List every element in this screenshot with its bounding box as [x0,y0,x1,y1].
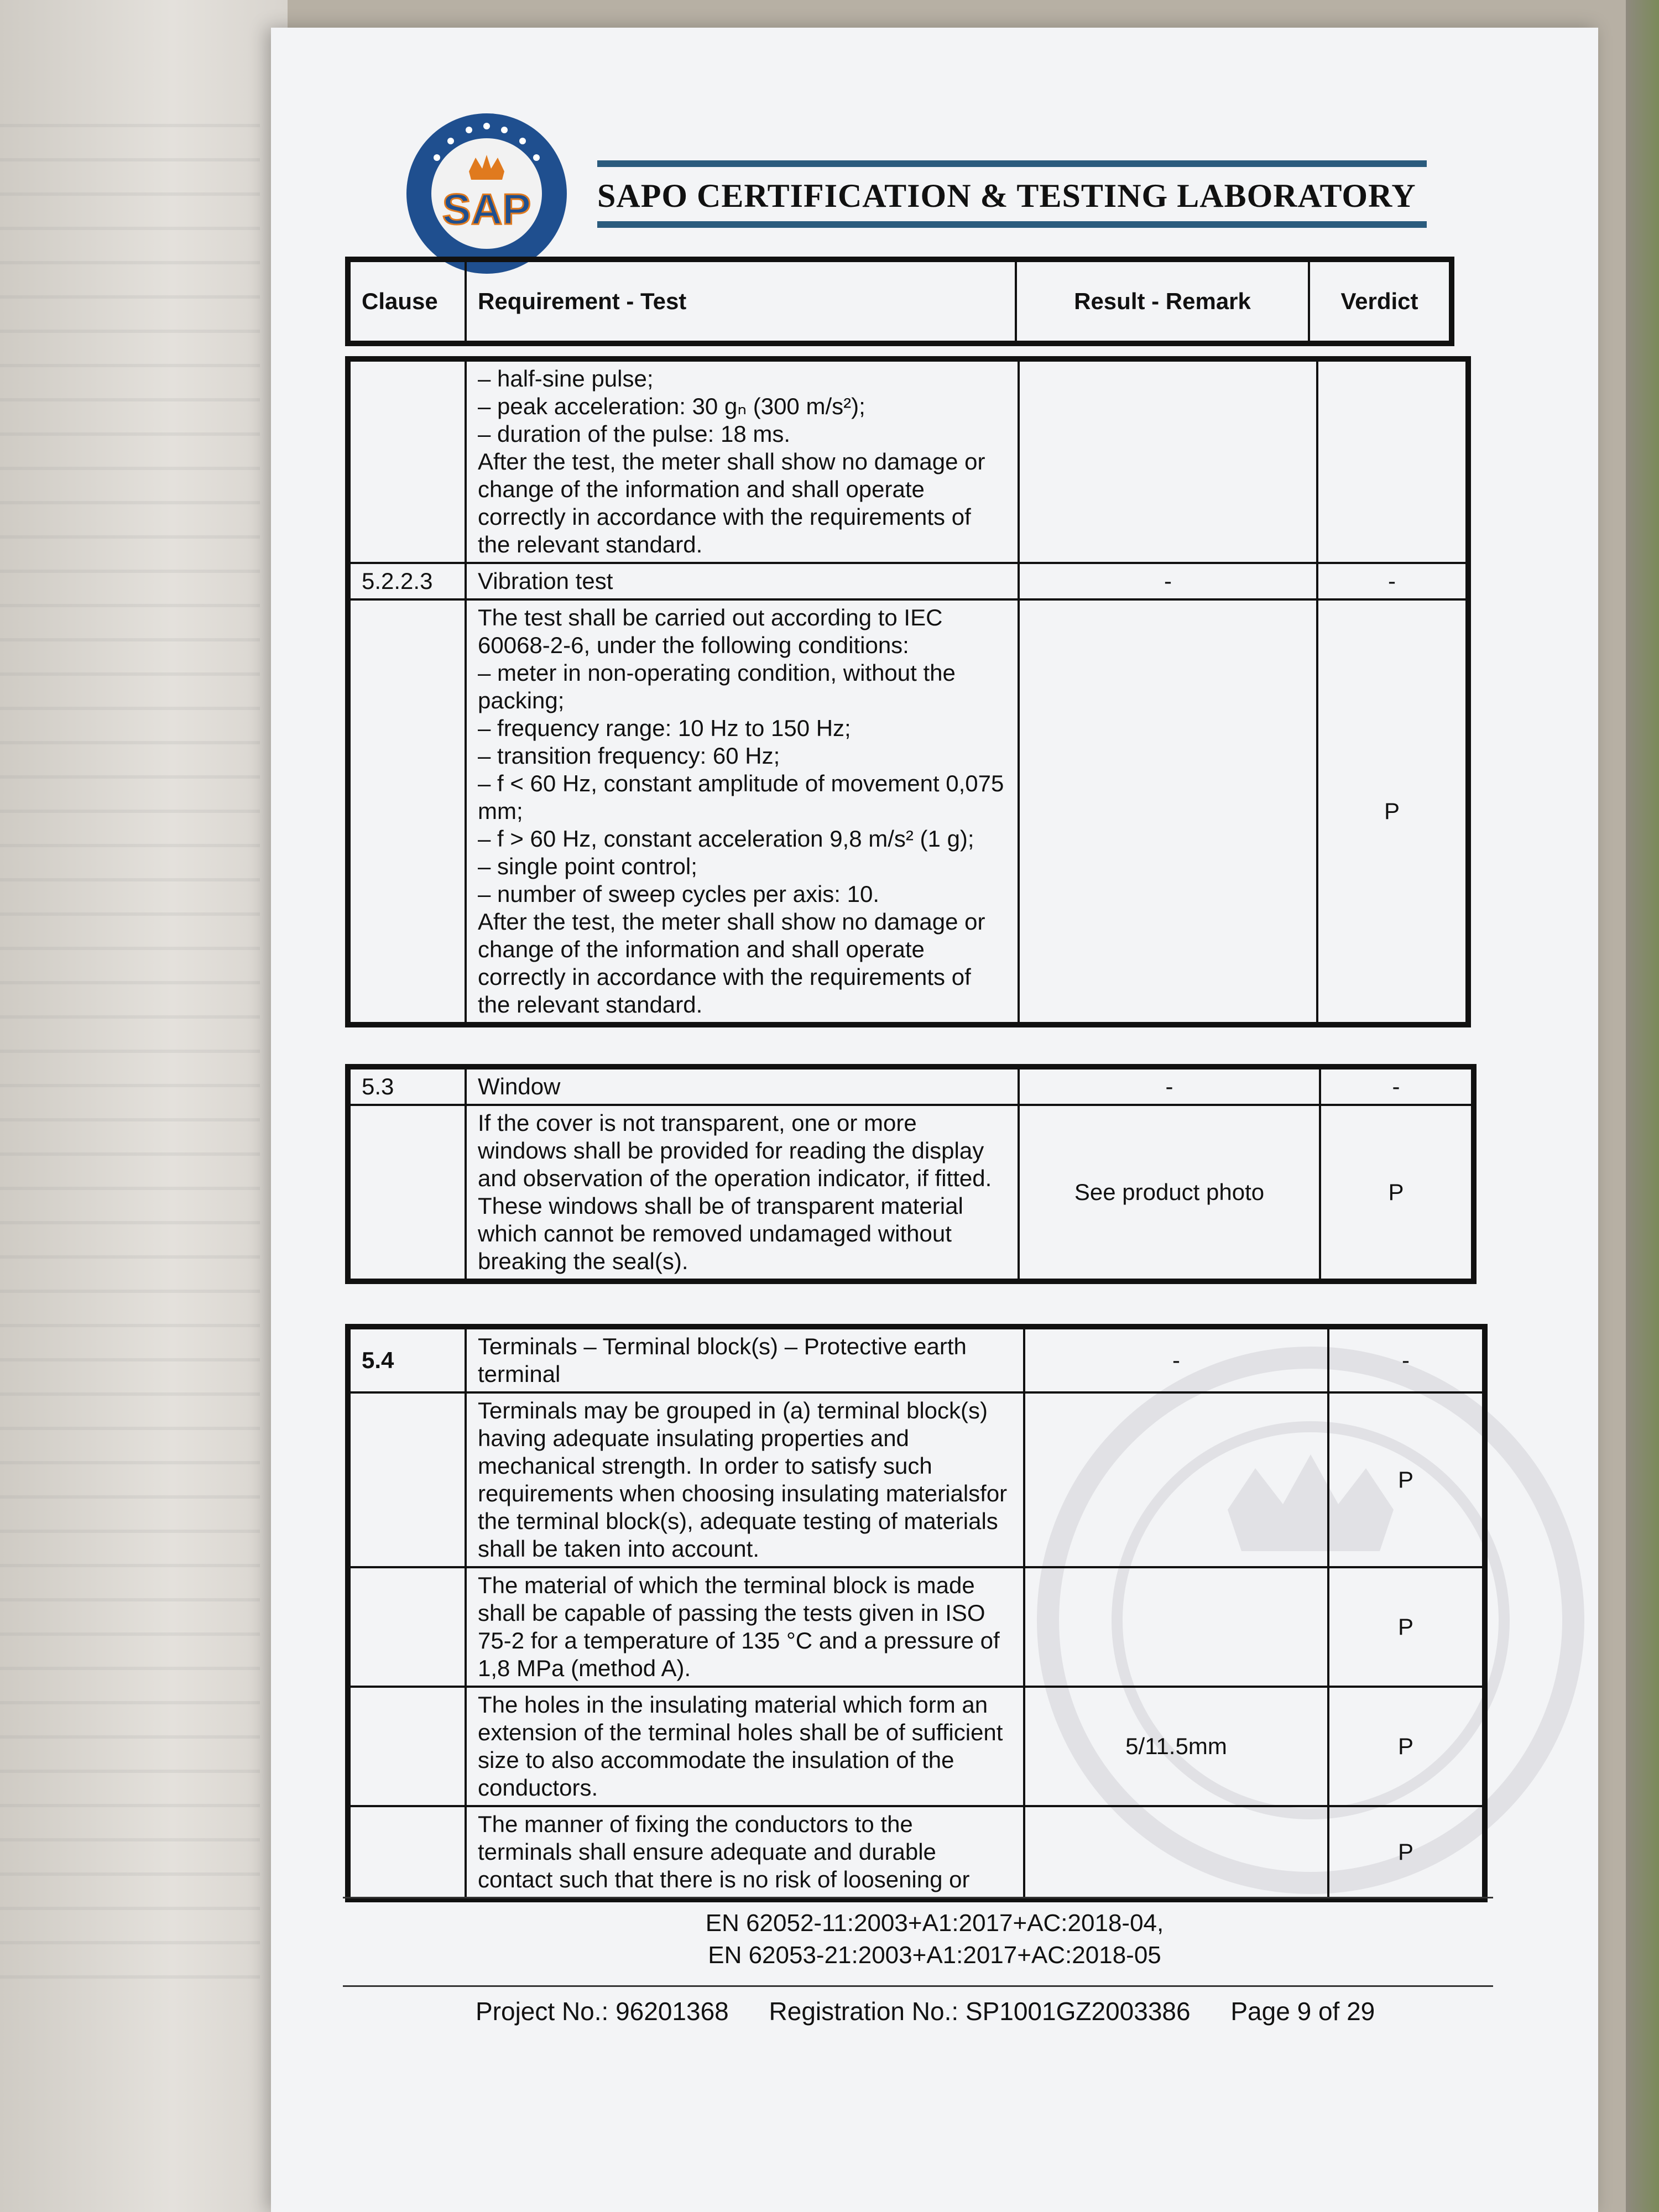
verdict-cell: - [1328,1328,1483,1392]
list-item: – f > 60 Hz, constant acceleration 9,8 m/s² (1 g); [478,826,974,852]
bleed-through-text [0,100,260,1980]
verdict-cell: P [1320,1105,1472,1280]
result-cell: - [1019,563,1317,599]
footer-rule-bottom [343,1985,1493,1987]
background-book-page [0,0,288,2212]
list-item: The test shall be carried out according to IEC 60068-2-6, under the following conditions: [478,604,943,658]
list-item: – number of sweep cycles per axis: 10. [478,881,880,907]
requirement-cell: The manner of fixing the conductors to the terminals shall ensure adequate and durable contact such that there is no risk of loosening or [466,1806,1024,1898]
verdict-cell: P [1328,1392,1483,1567]
list-item: – frequency range: 10 Hz to 150 Hz; [478,715,851,741]
clause-cell [349,1806,466,1898]
registration-number: Registration No.: SP1001GZ2003386 [769,1997,1191,2026]
table-row [349,361,1467,563]
requirement-cell [466,599,1019,1023]
list-item: – peak acceleration: 30 gₙ (300 m/s²); [478,393,865,419]
result-cell: - [1024,1328,1328,1392]
clause-cell [349,599,466,1023]
standard-line-1: EN 62052-11:2003+A1:2017+AC:2018-04, [705,1910,1164,1937]
header-rule-top [597,160,1427,167]
table-section-window [348,1067,1473,1281]
verdict-cell: P [1328,1567,1483,1687]
clause-cell: 5.4 [349,1328,466,1392]
table-row [349,599,1467,1023]
list-item: – transition frequency: 60 Hz; [478,743,780,769]
result-cell [1024,1806,1328,1898]
table-row [349,1806,1483,1898]
table-row [349,563,1467,599]
result-cell [1019,599,1317,1023]
list-item: – half-sine pulse; [478,366,654,392]
list-item: – single point control; [478,853,697,879]
verdict-header: Verdict [1309,261,1450,342]
table-row [349,1687,1483,1806]
list-item: – f < 60 Hz, constant amplitude of movement 0,075 mm; [478,770,1004,824]
lab-name: SAPO CERTIFICATION & TESTING LABORATORY [597,178,1416,214]
footer-info [476,1996,1408,2026]
clause-cell: 5.2.2.3 [349,563,466,599]
table-row [349,1567,1483,1687]
clause-cell: 5.3 [349,1068,466,1105]
requirement-header: Requirement - Test [466,261,1016,342]
result-cell [1024,1567,1328,1687]
requirement-title: Window [466,1068,1019,1105]
result-cell: See product photo [1019,1105,1320,1280]
table-surface [1626,0,1659,2212]
requirement-cell [466,361,1019,563]
logo-text: SAP [442,185,531,233]
result-cell: - [1019,1068,1320,1105]
clause-cell [349,1567,466,1687]
result-cell [1019,361,1317,563]
column-header-table [348,260,1451,343]
result-header: Result - Remark [1016,261,1309,342]
verdict-cell: P [1317,599,1467,1023]
document-page [271,28,1598,2212]
table-row [349,1392,1483,1567]
table-row [349,1105,1472,1280]
list-item: After the test, the meter shall show no damage or change of the information and shall operate correctly in accordance with the requirements of the relevant standard. [478,909,985,1018]
verdict-cell: - [1320,1068,1472,1105]
requirement-title: Terminals – Terminal block(s) – Protective earth terminal [466,1328,1024,1392]
list-item: – meter in non-operating condition, without the packing; [478,660,956,713]
clause-cell [349,1105,466,1280]
list-item: – duration of the pulse: 18 ms. [478,421,791,447]
verdict-cell: P [1328,1806,1483,1898]
requirement-cell: If the cover is not transparent, one or more windows shall be provided for reading the display and observation of the operation indicator, if fitted. These windows shall be of transparent material which cannot be removed undamaged without breaking the seal(s). [466,1105,1019,1280]
sap-logo-icon [404,111,570,276]
requirement-title: Vibration test [466,563,1019,599]
header-rule-bottom [597,221,1427,228]
page-number: Page 9 of 29 [1230,1997,1375,2026]
requirement-cell: The holes in the insulating material which form an extension of the terminal holes shall be of sufficient size to also accommodate the insulation of the conductors. [466,1687,1024,1806]
result-cell [1024,1392,1328,1567]
clause-header: Clause [349,261,466,342]
table-section-terminals [348,1327,1484,1899]
table-section-shock-vibration [348,359,1468,1024]
list-item: After the test, the meter shall show no damage or change of the information and shall operate correctly in accordance with the requirements of the relevant standard. [478,448,985,557]
result-cell: 5/11.5mm [1024,1687,1328,1806]
clause-cell [349,1687,466,1806]
verdict-cell: - [1317,563,1467,599]
clause-cell [349,1392,466,1567]
requirement-cell: The material of which the terminal block is made shall be capable of passing the tests given in ISO 75-2 for a temperature of 135 °C and a pressure of 1,8 MPa (method A). [466,1567,1024,1687]
verdict-cell [1317,361,1467,563]
footer-rule-top [343,1897,1493,1898]
table-row [349,1068,1472,1105]
project-number: Project No.: 96201368 [476,1997,729,2026]
standard-line-2: EN 62053-21:2003+A1:2017+AC:2018-05 [708,1942,1161,1969]
table-row [349,1328,1483,1392]
clause-cell [349,361,466,563]
requirement-cell: Terminals may be grouped in (a) terminal block(s) having adequate insulating properties and mechanical strength. In order to satisfy such requirements when choosing insulating materialsfor the terminal block(s), adequate testing of materials shall be taken into account. [466,1392,1024,1567]
verdict-cell: P [1328,1687,1483,1806]
